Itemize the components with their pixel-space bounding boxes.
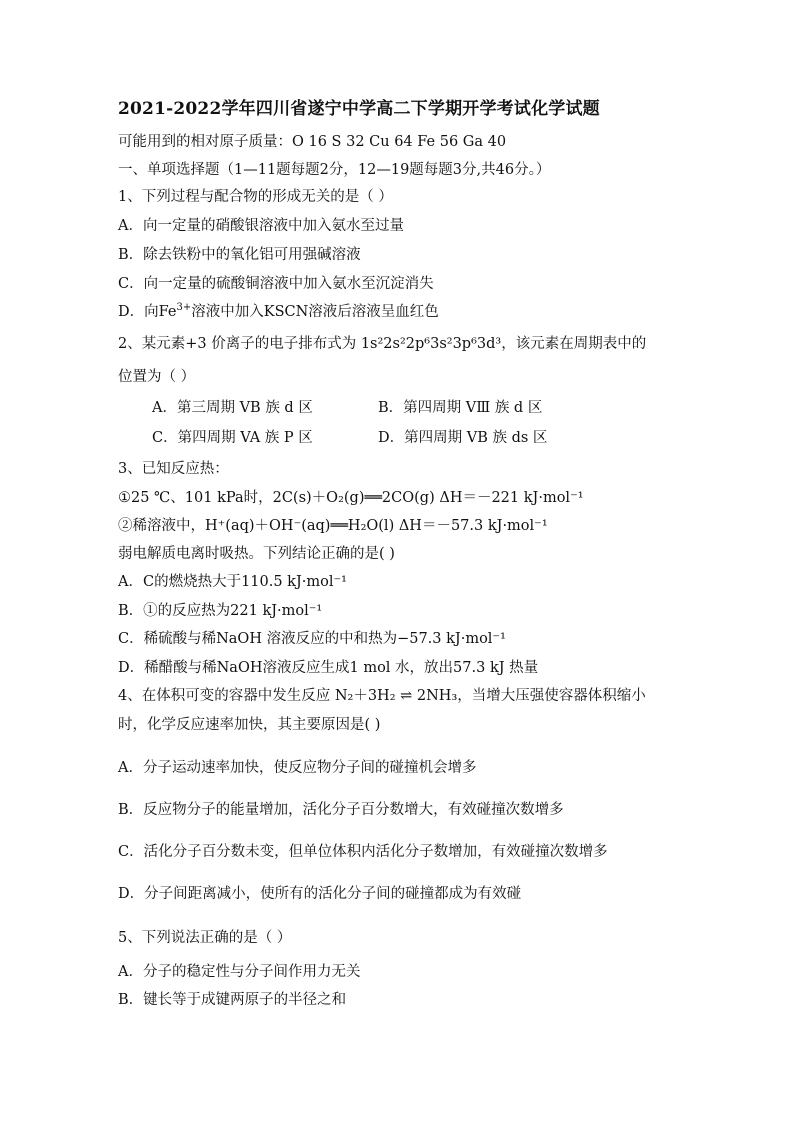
question-2-option-a: A．第三周期 VB 族 d 区 bbox=[152, 400, 313, 416]
question-3-option-d: D．稀醋酸与稀NaOH溶液反应生成1 mol 水，放出57.3 kJ 热量 bbox=[118, 660, 539, 676]
atomic-masses-note: 可能用到的相对原子质量：O 16 S 32 Cu 64 Fe 56 Ga 40 bbox=[118, 134, 507, 150]
question-3-option-c: C．稀硫酸与稀NaOH 溶液反应的中和热为−57.3 kJ·mol⁻¹ bbox=[118, 631, 506, 647]
electron-configuration: 1s²2s²2p⁶3s²3p⁶3d³ bbox=[360, 336, 502, 352]
page-title: 2021-2022学年四川省遂宁中学高二下学期开学考试化学试题 bbox=[118, 99, 600, 119]
question-4-stem: 4、在体积可变的容器中发生反应 N₂＋3H₂ ⇌ 2NH₃，当增大压强使容器体积缩小 bbox=[118, 688, 646, 704]
question-3-stem: 3、已知反应热： bbox=[118, 461, 229, 477]
question-3-option-a: A．C的燃烧热大于110.5 kJ·mol⁻¹ bbox=[118, 574, 347, 590]
question-4-option-c: C．活化分子百分数未变，但单位体积内活化分子数增加，有效碰撞次数增多 bbox=[118, 844, 608, 860]
question-1-option-c: C．向一定量的硫酸铜溶液中加入氨水至沉淀消失 bbox=[118, 276, 434, 292]
question-4-option-d: D．分子间距离减小，使所有的活化分子间的碰撞都成为有效碰 bbox=[118, 886, 522, 902]
question-1-option-d bbox=[118, 302, 439, 322]
question-2-option-d: D．第四周期 VB 族 ds 区 bbox=[378, 430, 548, 446]
question-3-reaction-2: ②稀溶液中，H⁺(aq)＋OH⁻(aq)══H₂O(l) ΔH＝－57.3 kJ·mol⁻¹ bbox=[118, 518, 548, 534]
question-1-option-d-prefix: D．向Fe bbox=[118, 304, 177, 320]
question-1-option-d-charge: 3+ bbox=[176, 302, 192, 314]
question-5-option-a: A．分子的稳定性与分子间作用力无关 bbox=[118, 964, 361, 980]
question-1-option-a: A．向一定量的硝酸银溶液中加入氨水至过量 bbox=[118, 218, 404, 234]
question-1-option-b: B．除去铁粉中的氧化铝可用强碱溶液 bbox=[118, 247, 361, 263]
question-2-option-b: B．第四周期 VⅢ 族 d 区 bbox=[378, 400, 543, 416]
question-2-stem bbox=[118, 334, 646, 354]
question-3-prompt: 弱电解质电离时吸热。下列结论正确的是( ) bbox=[118, 546, 395, 562]
section-header: 一、单项选择题（1—11题每题2分，12—19题每题3分,共46分。） bbox=[118, 162, 551, 178]
question-5-option-b: B．键长等于成键两原子的半径之和 bbox=[118, 992, 347, 1008]
question-1-stem: 1、下列过程与配合物的形成无关的是（ ） bbox=[118, 189, 393, 205]
question-5-stem: 5、下列说法正确的是（ ） bbox=[118, 930, 292, 946]
question-1-option-d-rest: 溶液中加入KSCN溶液后溶液呈血红色 bbox=[191, 304, 439, 320]
question-3-option-b: B．①的反应热为221 kJ·mol⁻¹ bbox=[118, 603, 323, 619]
question-2-option-c: C．第四周期 VA 族 P 区 bbox=[152, 430, 313, 446]
question-4-option-b: B．反应物分子的能量增加，活化分子百分数增大，有效碰撞次数增多 bbox=[118, 802, 564, 818]
question-2-stem-line2: 位置为（ ） bbox=[118, 369, 196, 385]
question-3-reaction-1: ①25 ℃、101 kPa时，2C(s)＋O₂(g)══2CO(g) ΔH＝－221 kJ·mol⁻¹ bbox=[118, 490, 584, 506]
question-4-stem-line2: 时，化学反应速率加快，其主要原因是( ) bbox=[118, 717, 381, 733]
question-2-stem-suffix: ，该元素在周期表中的 bbox=[501, 336, 647, 352]
question-2-stem-prefix: 2、某元素+3 价离子的电子排布式为 bbox=[118, 336, 361, 352]
question-4-option-a: A．分子运动速率加快，使反应物分子间的碰撞机会增多 bbox=[118, 760, 477, 776]
